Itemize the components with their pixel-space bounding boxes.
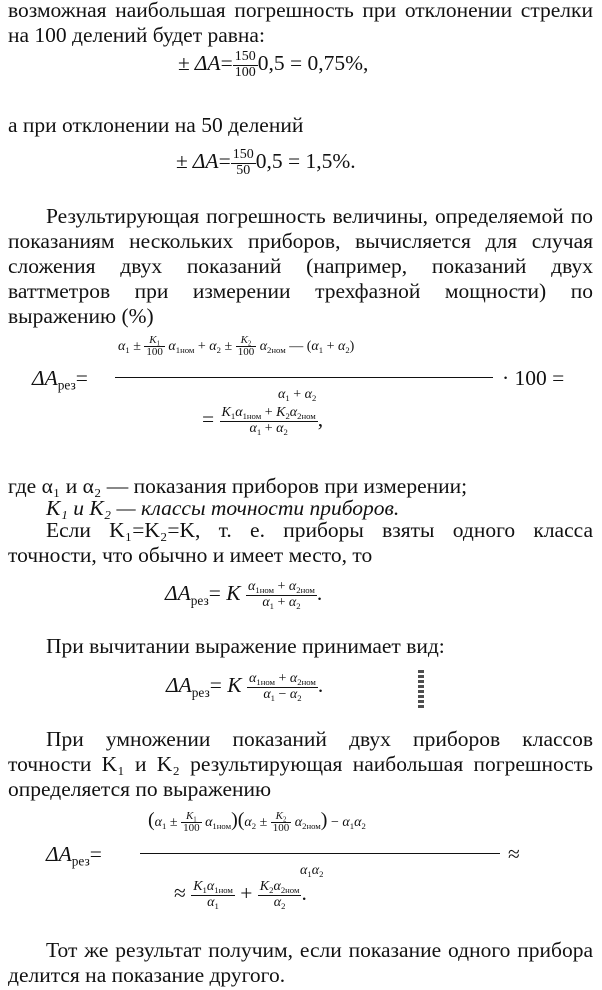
para-multiply: При умножении показаний двух приборов классов точности K₁ и K₂ результирующая наибольшая погрешность определяется по выражению xyxy=(8,727,593,801)
para-subtract: При вычитании выражение принимает вид: xyxy=(46,634,445,658)
para-result: Результирующая погрешность величины, определяемой по показаниям нескольких приборов, вычисляется для случая сложения двух показаний (например, показаний двух ваттметров при измерении трехфазной мощности) по выражению (%) xyxy=(8,204,593,328)
formula-product-denominator: $\alpha_1\alpha_2$ xyxy=(300,863,324,880)
formula-sum-numerator: $\alpha_1$ ± $\frac{K_1}{100}$ $\alpha_{1ном} + \alpha_2$ ± $\frac{K_2}{100}$ $\alpha_{2ном}$ — $(\alpha_1 + \alpha_2)$ xyxy=(118,333,355,359)
para-last: Тот же результат получим, если показание одного прибора делится на показание другого. xyxy=(8,938,593,987)
formula-075: ± ΔA= $\frac{150}{100}$ 0,5 = 0,75%, xyxy=(178,49,369,80)
margin-mark xyxy=(418,670,424,710)
formula-product-bar xyxy=(140,853,500,854)
para-if: Если K₁=K₂=K, т. е. приборы взяты одного класса точности, что обычно и имеет место, то xyxy=(8,518,593,567)
text-where-1: где α₁ и α₂ — показания приборов при измерении; xyxy=(8,474,468,498)
formula-subtract: $\Delta A_{рез}= K$ $\frac{\alpha_{1ном} + \alpha_{2ном}}{\alpha_1 - \alpha_2}$ . xyxy=(166,671,324,703)
formula-sum-tail: · 100 = xyxy=(502,366,565,390)
formula-sum-lhs: $\Delta A_{рез}=$ xyxy=(32,366,88,393)
formula-sum-bar xyxy=(115,377,493,378)
text-top: возможная наибольшая погрешность при отклонении стрелки на 100 делений будет равна: xyxy=(8,0,593,47)
formula-product-numerator: ($\alpha_1$ ± $\frac{K_1}{100}$ $\alpha_{1ном})(\alpha_2$ ± $\frac{K_2}{100}$ $\alpha_{2ном}) - \alpha_1\alpha_2$ xyxy=(148,809,366,835)
formula-same-class: $\Delta A_{рез}= K$ $\frac{\alpha_{1ном} + \alpha_{2ном}}{\alpha_1 + \alpha_2}$ . xyxy=(165,579,323,611)
formula-product-lhs: $\Delta A_{рез}=$ xyxy=(46,842,102,869)
formula-product-line2: ≈ $\frac{K_1\alpha_{1ном}}{\alpha_1}$ + $\frac{K_2\alpha_{2ном}}{\alpha_2}$ . xyxy=(174,879,307,911)
text-50-divisions: а при отклонении на 50 делений xyxy=(8,113,304,137)
formula-sum-line2: = $\frac{K_1\alpha_{1ном} + K_2\alpha_{2ном}}{\alpha_1 + \alpha_2}$ , xyxy=(202,405,324,437)
text-where-2: K₁ и K₂ — классы точности приборов. xyxy=(46,496,400,520)
formula-15: ± ΔA= $\frac{150}{50}$ 0,5 = 1,5%. xyxy=(176,147,356,178)
formula-product-tail: ≈ xyxy=(508,842,520,866)
formula-sum-denominator: $\alpha_1 + \alpha_2$ xyxy=(278,387,317,404)
